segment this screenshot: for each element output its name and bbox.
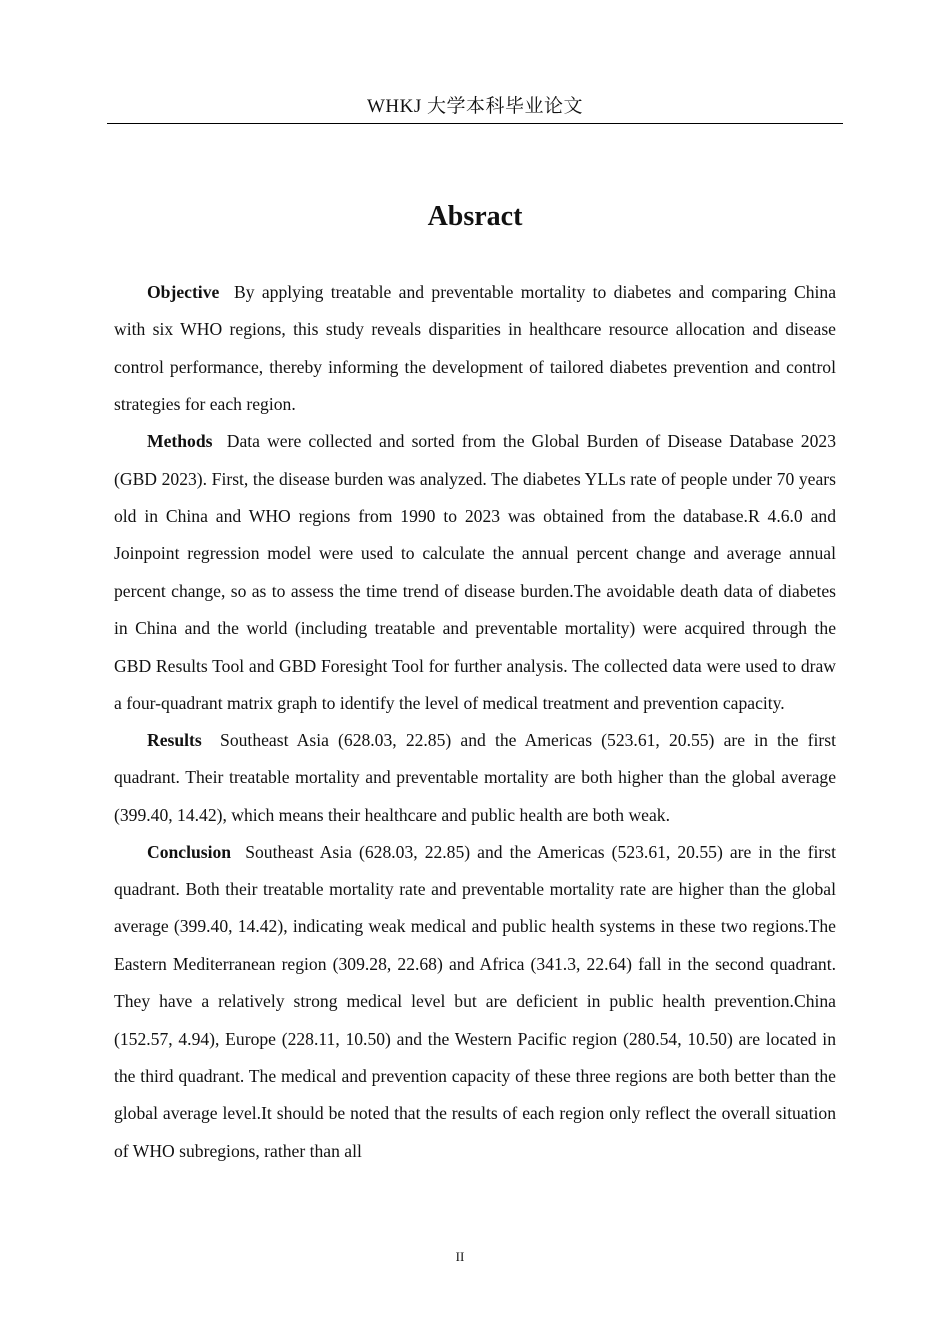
methods-paragraph: [114, 423, 836, 722]
running-header: WHKJ 大学本科毕业论文: [366, 96, 584, 117]
methods-text: Data were collected and sorted from the Global Burden of Disease Database 2023 (GBD 2023). First, the disease burden was analyzed. The diabetes YLLs rate of people under 70 years old in China and WHO regions from 1990 to 2023 was obtained from the database.R 4.6.0 and Joinpoint regression model were used to calculate the annual percent change and average annual percent change, so as to assess the time trend of disease burden.The avoidable death data of diabetes in China and the world (including treatable and preventable mortality) were acquired through the GBD Results Tool and GBD Foresight Tool for further analysis. The collected data were used to draw a four-quadrant matrix graph to identify the level of medical treatment and prevention capacity.: [114, 431, 836, 713]
results-label: Results: [147, 729, 202, 750]
objective-label: Objective: [147, 282, 220, 302]
results-paragraph: [114, 722, 836, 834]
conclusion-label: Conclusion: [147, 841, 232, 862]
abstract-body: [114, 274, 836, 1170]
conclusion-paragraph: [114, 834, 836, 1171]
header-rule: [107, 123, 843, 124]
methods-label: Methods: [147, 431, 213, 452]
page-title: Absract: [427, 201, 523, 232]
objective-text: By applying treatable and preventable mortality to diabetes and comparing China with six WHO regions, this study reveals disparities in healthcare resource allocation and disease control performance, thereby informing the development of tailored diabetes prevention and control strategies for each region.: [114, 282, 836, 415]
results-text: Southeast Asia (628.03, 22.85) and the Americas (523.61, 20.55) are in the first quadrant. Their treatable mortality and preventable mortality are both higher than the global average (399.40, 14.42), which means their healthcare and public health are both weak.: [114, 729, 836, 825]
page-number: II: [455, 1249, 465, 1264]
conclusion-text: Southeast Asia (628.03, 22.85) and the Americas (523.61, 20.55) are in the first quadrant. Both their treatable mortality rate and preventable mortality rate are higher than the global average (399.40, 14.42), indicating weak medical and public health systems in these two regions.The Eastern Mediterranean region (309.28, 22.68) and Africa (341.3, 22.64) fall in the second quadrant. They have a relatively strong medical level but are deficient in public health prevention.China (152.57, 4.94), Europe (228.11, 10.50) and the Western Pacific region (280.54, 10.50) are located in the third quadrant. The medical and prevention capacity of these three regions are both better than the global average level.It should be noted that the results of each region only reflect the overall situation of WHO subregions, rather than all: [114, 841, 837, 1161]
objective-paragraph: [114, 274, 836, 424]
